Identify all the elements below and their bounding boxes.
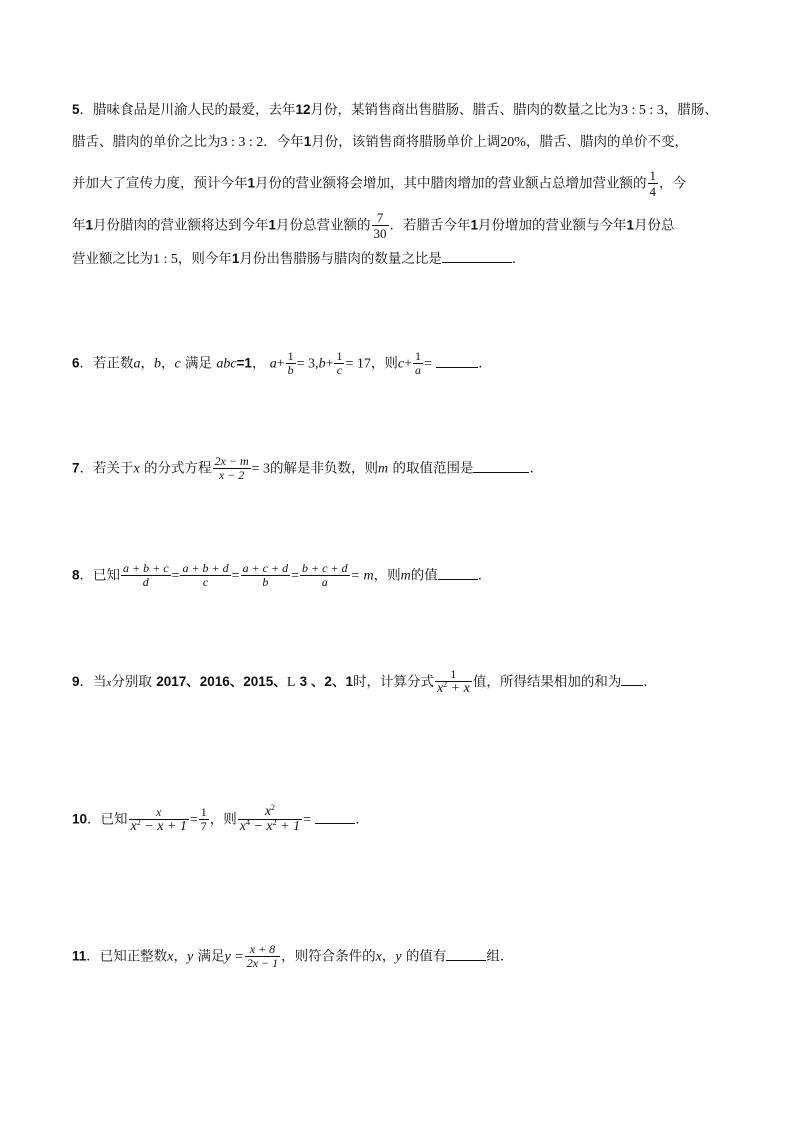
problem-number: 8 — [72, 567, 80, 583]
problem-11-line: 11．已知正整数x，y 满足y = $\frac{x + 8}{2x - 1}$ ，则符合条件的x，y 的值有 组． — [72, 942, 514, 970]
problem-6-line: 6．若正数a，b，c 满足 abc=1， a+ $\frac{1}{b}$ = 3,b+ $\frac{1}{c}$ = 17，则c+ $\frac{1}{a}$ = ． — [72, 349, 492, 377]
problem-5-line-5: 营业额之比为1 : 5，则今年1月份出售腊肠与腊肉的数量之比是 ． — [72, 248, 525, 270]
problem-number: 9 — [72, 674, 80, 689]
answer-blank[interactable] — [315, 809, 355, 824]
fraction: $\frac{1}{x^2 + x}$ — [436, 667, 470, 696]
problem-5-line-4: 年1月份腊肉的营业额将达到今年1月份总营业额的 $\frac{7}{30}$ ．若腊舌今年1月份增加的营业额与今年1月份总 — [72, 210, 675, 241]
problem-number: 5 — [72, 102, 80, 117]
problem-5-line-3: 并加大了宣传力度，预计今年1月份的营业额将会增加，其中腊肉增加的营业额占总增加营业额的 $\frac{1}{4}$ ，今 — [72, 168, 687, 199]
problem-8-line: 8．已知 $\frac{a + b + c}{d}$ = $\frac{a + b + d}{c}$ = $\frac{a + c + d}{b}$ = $\frac{b + c + d}{a}$ = m，则m的值 ． — [72, 561, 492, 589]
fraction: $\frac{x + 8}{2x - 1}$ — [246, 942, 279, 970]
fraction: $\frac{2x - m}{x - 2}$ — [214, 454, 249, 482]
fraction: $\frac{a + b + d}{c}$ — [182, 561, 229, 589]
problem-number: 10 — [72, 811, 88, 827]
problem-number: 6 — [72, 355, 80, 371]
answer-blank[interactable] — [473, 458, 529, 473]
answer-blank[interactable] — [436, 353, 478, 368]
fraction: $\frac{1}{b}$ — [287, 349, 294, 377]
problem-5-line-1: 5．腊味食品是川渝人民的最爱，去年12月份，某销售商出售腊肠、腊舌、腊肉的数量之比为3 : 5 : 3，腊肠、 — [72, 102, 718, 118]
fraction: $\frac{1}{c}$ — [336, 349, 343, 377]
fraction: $\frac{7}{30}$ — [373, 210, 387, 241]
problem-7-line: 7．若关于x 的分式方程 $\frac{2x - m}{x - 2}$ = 3的解是非负数，则m 的取值范围是 ． — [72, 454, 543, 482]
fraction: $\frac{a + b + c}{d}$ — [123, 561, 169, 589]
problem-9-line: 9．当x分别取 2017、2016、2015、L 3 、2、1时，计算分式 $\frac{1}{x^2 + x}$ 值，所得结果相加的和为 ． — [72, 667, 657, 696]
answer-blank[interactable] — [446, 946, 486, 961]
fraction: $\frac{a + c + d}{b}$ — [242, 561, 289, 589]
answer-blank[interactable] — [442, 248, 512, 263]
fraction: $\frac{b + c + d}{a}$ — [302, 561, 348, 589]
problem-10-line: 10．已知 $\frac{x}{x^2 - x + 1}$ = $\frac{1}{7}$ ，则 $\frac{x^2}{x^4 - x^2 + 1}$ = ． — [72, 803, 369, 834]
problem-5-line-2: 腊舌、腊肉的单价之比为3 : 3 : 2．今年1月份，该销售商将腊肠单价上调20%，腊舌、腊肉的单价不变， — [72, 134, 688, 150]
fraction: $\frac{x}{x^2 - x + 1}$ — [130, 804, 187, 834]
fraction: $\frac{1}{4}$ — [649, 168, 657, 199]
fraction: $\frac{1}{a}$ — [415, 349, 421, 377]
fraction: $\frac{1}{7}$ — [200, 805, 207, 833]
answer-blank[interactable] — [621, 671, 643, 686]
problem-number: 7 — [72, 460, 80, 476]
problem-number: 11 — [72, 948, 87, 964]
fraction: $\frac{x^2}{x^4 - x^2 + 1}$ — [239, 803, 301, 834]
answer-blank[interactable] — [438, 565, 478, 580]
